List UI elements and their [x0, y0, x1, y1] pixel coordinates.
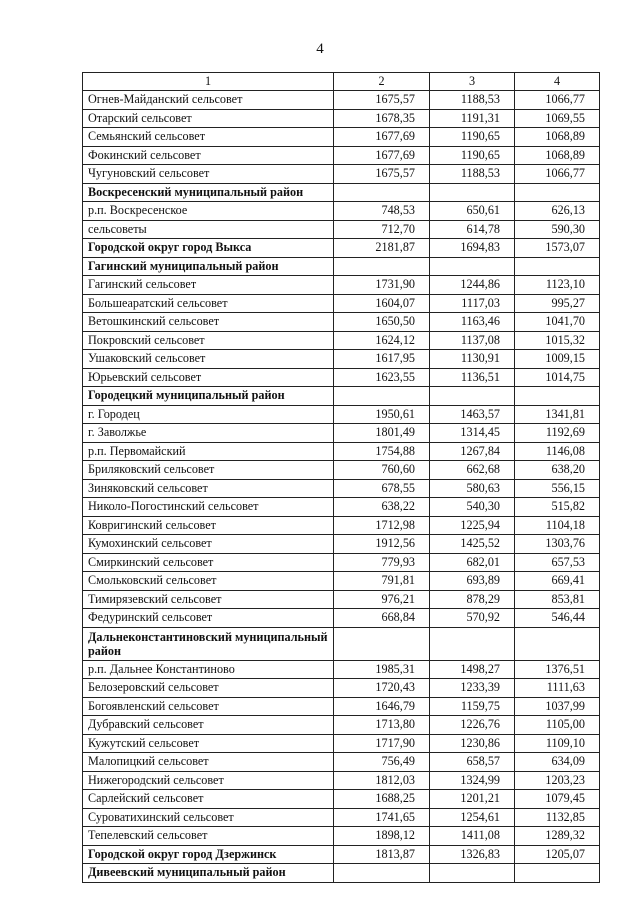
- value-cell-col4: 1573,07: [515, 239, 600, 258]
- name-cell: Ушаковский сельсовет: [83, 350, 334, 369]
- name-cell: Ковригинский сельсовет: [83, 516, 334, 535]
- name-cell: Смиркинский сельсовет: [83, 553, 334, 572]
- tariff-table: [82, 72, 600, 883]
- column-number-1: 1: [83, 73, 334, 91]
- value-cell-col4: 1041,70: [515, 313, 600, 332]
- table-row: [83, 442, 600, 461]
- name-cell: Ветошкинский сельсовет: [83, 313, 334, 332]
- value-cell-col4: 1341,81: [515, 405, 600, 424]
- name-cell: Зиняковский сельсовет: [83, 479, 334, 498]
- value-cell-col4: 1079,45: [515, 790, 600, 809]
- value-cell-col4: 1066,77: [515, 91, 600, 110]
- name-cell: Фокинский сельсовет: [83, 146, 334, 165]
- table-row: [83, 590, 600, 609]
- value-cell-col2: 1688,25: [334, 790, 430, 809]
- value-cell-col4: 638,20: [515, 461, 600, 480]
- table-row: [83, 679, 600, 698]
- table-row: [83, 91, 600, 110]
- table-row: [83, 660, 600, 679]
- value-cell-col4: 1123,10: [515, 276, 600, 295]
- column-number-4: 4: [515, 73, 600, 91]
- value-cell-col4: [515, 627, 600, 660]
- value-cell-col2: 779,93: [334, 553, 430, 572]
- name-cell: Воскресенский муниципальный район: [83, 183, 334, 202]
- value-cell-col3: 1411,08: [430, 827, 515, 846]
- name-cell: Юрьевский сельсовет: [83, 368, 334, 387]
- name-cell: Сарлейский сельсовет: [83, 790, 334, 809]
- section-row: [83, 183, 600, 202]
- name-cell: Тепелевский сельсовет: [83, 827, 334, 846]
- value-cell-col2: 791,81: [334, 572, 430, 591]
- value-cell-col2: 2181,87: [334, 239, 430, 258]
- value-cell-col3: 1117,03: [430, 294, 515, 313]
- value-cell-col2: 1604,07: [334, 294, 430, 313]
- value-cell-col3: 580,63: [430, 479, 515, 498]
- value-cell-col4: 1068,89: [515, 128, 600, 147]
- table-row: [83, 498, 600, 517]
- value-cell-col4: 590,30: [515, 220, 600, 239]
- name-cell: Огнев-Майданский сельсовет: [83, 91, 334, 110]
- name-cell: Богоявленский сельсовет: [83, 697, 334, 716]
- value-cell-col3: 1694,83: [430, 239, 515, 258]
- value-cell-col4: 634,09: [515, 753, 600, 772]
- value-cell-col4: 1303,76: [515, 535, 600, 554]
- value-cell-col4: 1014,75: [515, 368, 600, 387]
- value-cell-col3: 693,89: [430, 572, 515, 591]
- value-cell-col2: 760,60: [334, 461, 430, 480]
- value-cell-col4: 1146,08: [515, 442, 600, 461]
- value-cell-col3: 1159,75: [430, 697, 515, 716]
- name-cell: Суроватихинский сельсовет: [83, 808, 334, 827]
- page-number: 4: [316, 41, 324, 57]
- value-cell-col3: 878,29: [430, 590, 515, 609]
- table-row: [83, 535, 600, 554]
- value-cell-col2: 1950,61: [334, 405, 430, 424]
- table-row: [83, 294, 600, 313]
- value-cell-col2: 1813,87: [334, 845, 430, 864]
- table-row: [83, 109, 600, 128]
- value-cell-col3: [430, 387, 515, 406]
- value-cell-col4: 1104,18: [515, 516, 600, 535]
- value-cell-col4: 556,15: [515, 479, 600, 498]
- value-cell-col2: 1801,49: [334, 424, 430, 443]
- table-row: [83, 827, 600, 846]
- name-cell: Городской округ город Выкса: [83, 239, 334, 258]
- value-cell-col4: 1068,89: [515, 146, 600, 165]
- table-row: [83, 771, 600, 790]
- table-row: [83, 461, 600, 480]
- section-row: [83, 257, 600, 276]
- value-cell-col2: 1646,79: [334, 697, 430, 716]
- value-cell-col2: [334, 257, 430, 276]
- value-cell-col3: 1324,99: [430, 771, 515, 790]
- value-cell-col4: 1015,32: [515, 331, 600, 350]
- value-cell-col2: 756,49: [334, 753, 430, 772]
- table-row: [83, 697, 600, 716]
- table-row: [83, 368, 600, 387]
- table-row: [83, 276, 600, 295]
- value-cell-col3: 540,30: [430, 498, 515, 517]
- value-cell-col4: 1109,10: [515, 734, 600, 753]
- value-cell-col3: 1190,65: [430, 128, 515, 147]
- table-row: [83, 716, 600, 735]
- value-cell-col4: 1069,55: [515, 109, 600, 128]
- name-cell: г. Заволжье: [83, 424, 334, 443]
- value-cell-col4: 1105,00: [515, 716, 600, 735]
- value-cell-col3: 1226,76: [430, 716, 515, 735]
- value-cell-col4: 1111,63: [515, 679, 600, 698]
- table-row: [83, 405, 600, 424]
- table-row: [83, 350, 600, 369]
- value-cell-col4: [515, 257, 600, 276]
- section-row: [83, 239, 600, 258]
- table-row: [83, 553, 600, 572]
- value-cell-col3: 1244,86: [430, 276, 515, 295]
- value-cell-col2: 712,70: [334, 220, 430, 239]
- value-cell-col4: [515, 864, 600, 883]
- table-row: [83, 165, 600, 184]
- value-cell-col3: 1225,94: [430, 516, 515, 535]
- value-cell-col3: [430, 627, 515, 660]
- name-cell: Смольковский сельсовет: [83, 572, 334, 591]
- column-number-2: 2: [334, 73, 430, 91]
- table-row: [83, 808, 600, 827]
- value-cell-col4: [515, 183, 600, 202]
- name-cell: р.п. Воскресенское: [83, 202, 334, 221]
- value-cell-col3: 1267,84: [430, 442, 515, 461]
- value-cell-col3: 1163,46: [430, 313, 515, 332]
- value-cell-col2: 1912,56: [334, 535, 430, 554]
- name-cell: Чугуновский сельсовет: [83, 165, 334, 184]
- value-cell-col2: 1985,31: [334, 660, 430, 679]
- table-row: [83, 516, 600, 535]
- value-cell-col2: 1731,90: [334, 276, 430, 295]
- value-cell-col4: 1192,69: [515, 424, 600, 443]
- value-cell-col4: 1376,51: [515, 660, 600, 679]
- value-cell-col3: 1191,31: [430, 109, 515, 128]
- name-cell: Отарский сельсовет: [83, 109, 334, 128]
- name-cell: Семьянский сельсовет: [83, 128, 334, 147]
- value-cell-col3: 1463,57: [430, 405, 515, 424]
- name-cell: Малопицкий сельсовет: [83, 753, 334, 772]
- value-cell-col2: 1675,57: [334, 165, 430, 184]
- value-cell-col4: 626,13: [515, 202, 600, 221]
- value-cell-col2: 1677,69: [334, 128, 430, 147]
- value-cell-col2: 1717,90: [334, 734, 430, 753]
- value-cell-col4: 1289,32: [515, 827, 600, 846]
- value-cell-col3: 1425,52: [430, 535, 515, 554]
- value-cell-col3: 1137,08: [430, 331, 515, 350]
- name-cell: Тимирязевский сельсовет: [83, 590, 334, 609]
- value-cell-col2: [334, 627, 430, 660]
- section-row: [83, 845, 600, 864]
- tariff-table-body: [83, 73, 600, 883]
- value-cell-col4: 1037,99: [515, 697, 600, 716]
- value-cell-col2: 1675,57: [334, 91, 430, 110]
- name-cell: Дальнеконстантиновский муниципальный район: [83, 627, 334, 660]
- value-cell-col3: 1230,86: [430, 734, 515, 753]
- value-cell-col3: 1188,53: [430, 165, 515, 184]
- name-cell: р.п. Дальнее Константиново: [83, 660, 334, 679]
- value-cell-col3: 1188,53: [430, 91, 515, 110]
- section-row: [83, 864, 600, 883]
- name-cell: г. Городец: [83, 405, 334, 424]
- value-cell-col3: 1130,91: [430, 350, 515, 369]
- value-cell-col3: 1254,61: [430, 808, 515, 827]
- table-row: [83, 572, 600, 591]
- table-row: [83, 146, 600, 165]
- value-cell-col3: 662,68: [430, 461, 515, 480]
- value-cell-col3: 650,61: [430, 202, 515, 221]
- value-cell-col2: 748,53: [334, 202, 430, 221]
- value-cell-col2: 1624,12: [334, 331, 430, 350]
- value-cell-col3: 1233,39: [430, 679, 515, 698]
- value-cell-col2: 1720,43: [334, 679, 430, 698]
- table-row: [83, 753, 600, 772]
- value-cell-col3: 1326,83: [430, 845, 515, 864]
- table-row: [83, 202, 600, 221]
- name-cell: Кумохинский сельсовет: [83, 535, 334, 554]
- table-row: [83, 220, 600, 239]
- name-cell: Бриляковский сельсовет: [83, 461, 334, 480]
- value-cell-col2: 668,84: [334, 609, 430, 628]
- table-row: [83, 609, 600, 628]
- value-cell-col2: [334, 183, 430, 202]
- value-cell-col2: [334, 387, 430, 406]
- name-cell: Кужутский сельсовет: [83, 734, 334, 753]
- name-cell: Гагинский муниципальный район: [83, 257, 334, 276]
- section-row: [83, 627, 600, 660]
- value-cell-col3: [430, 183, 515, 202]
- value-cell-col2: 1650,50: [334, 313, 430, 332]
- value-cell-col3: 658,57: [430, 753, 515, 772]
- value-cell-col2: 1617,95: [334, 350, 430, 369]
- value-cell-col2: 1713,80: [334, 716, 430, 735]
- value-cell-col2: 1678,35: [334, 109, 430, 128]
- table-row: [83, 128, 600, 147]
- value-cell-col3: 682,01: [430, 553, 515, 572]
- value-cell-col4: 546,44: [515, 609, 600, 628]
- value-cell-col2: 1898,12: [334, 827, 430, 846]
- value-cell-col2: 638,22: [334, 498, 430, 517]
- value-cell-col2: 1623,55: [334, 368, 430, 387]
- value-cell-col3: 1201,21: [430, 790, 515, 809]
- name-cell: Федуринский сельсовет: [83, 609, 334, 628]
- name-cell: Покровский сельсовет: [83, 331, 334, 350]
- value-cell-col3: [430, 257, 515, 276]
- section-row: [83, 387, 600, 406]
- value-cell-col3: 614,78: [430, 220, 515, 239]
- value-cell-col2: 976,21: [334, 590, 430, 609]
- column-number-row: [83, 73, 600, 91]
- value-cell-col2: [334, 864, 430, 883]
- name-cell: Дубравский сельсовет: [83, 716, 334, 735]
- value-cell-col3: 1190,65: [430, 146, 515, 165]
- value-cell-col4: 1203,23: [515, 771, 600, 790]
- value-cell-col4: 515,82: [515, 498, 600, 517]
- name-cell: Нижегородский сельсовет: [83, 771, 334, 790]
- value-cell-col3: 1314,45: [430, 424, 515, 443]
- table-row: [83, 734, 600, 753]
- value-cell-col3: 1498,27: [430, 660, 515, 679]
- name-cell: сельсоветы: [83, 220, 334, 239]
- value-cell-col3: 570,92: [430, 609, 515, 628]
- value-cell-col4: 853,81: [515, 590, 600, 609]
- name-cell: р.п. Первомайский: [83, 442, 334, 461]
- value-cell-col4: 1009,15: [515, 350, 600, 369]
- value-cell-col3: [430, 864, 515, 883]
- value-cell-col2: 1812,03: [334, 771, 430, 790]
- table-row: [83, 479, 600, 498]
- value-cell-col2: 1677,69: [334, 146, 430, 165]
- name-cell: Белозеровский сельсовет: [83, 679, 334, 698]
- value-cell-col2: 1712,98: [334, 516, 430, 535]
- value-cell-col4: 995,27: [515, 294, 600, 313]
- name-cell: Городецкий муниципальный район: [83, 387, 334, 406]
- name-cell: Гагинский сельсовет: [83, 276, 334, 295]
- value-cell-col3: 1136,51: [430, 368, 515, 387]
- value-cell-col4: [515, 387, 600, 406]
- name-cell: Городской округ город Дзержинск: [83, 845, 334, 864]
- value-cell-col4: 1132,85: [515, 808, 600, 827]
- table-row: [83, 313, 600, 332]
- table-row: [83, 790, 600, 809]
- value-cell-col4: 1066,77: [515, 165, 600, 184]
- name-cell: Дивеевский муниципальный район: [83, 864, 334, 883]
- name-cell: Большеаратский сельсовет: [83, 294, 334, 313]
- value-cell-col4: 657,53: [515, 553, 600, 572]
- value-cell-col4: 1205,07: [515, 845, 600, 864]
- name-cell: Николо-Погостинский сельсовет: [83, 498, 334, 517]
- table-row: [83, 424, 600, 443]
- table-row: [83, 331, 600, 350]
- value-cell-col4: 669,41: [515, 572, 600, 591]
- value-cell-col2: 1741,65: [334, 808, 430, 827]
- value-cell-col2: 678,55: [334, 479, 430, 498]
- column-number-3: 3: [430, 73, 515, 91]
- value-cell-col2: 1754,88: [334, 442, 430, 461]
